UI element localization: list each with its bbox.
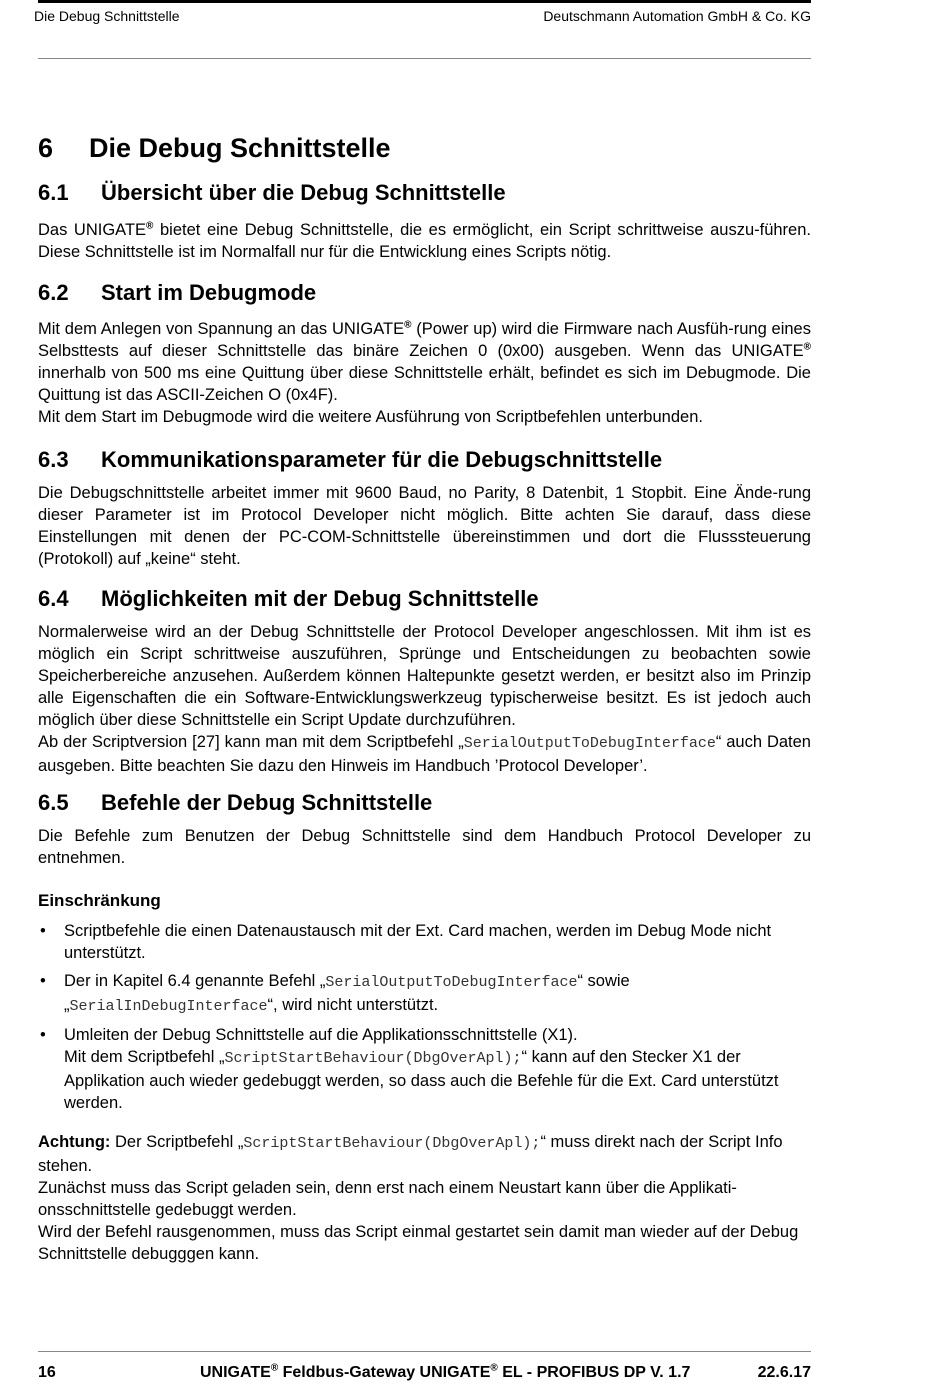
bullet-icon: • [40, 1026, 46, 1044]
chapter-heading [38, 133, 391, 164]
paragraph-6-3: Die Debugschnittstelle arbeitet immer mit 9600 Baud, no Parity, 8 Datenbit, 1 Stopbit. Eine Ände-rung dieser Parameter ist im Protocol Developer nicht möglich. Bitte achten Sie darauf, dass diese Einstellungen mit denen der PC-COM-Schnittstelle übereinstimmen und dort die Flusssteuerung (Protokoll) auf „keine“ steht. [38, 484, 811, 568]
section-number: 6.4 [38, 586, 69, 611]
footer-rule [38, 1351, 811, 1352]
paragraph-6-1: Das UNIGATE® bietet eine Debug Schnittstelle, die es ermöglicht, ein Script schrittweise auszu-führen. Diese Schnittstelle ist im Normalfall nur für die Entwicklung eines Scripts nötig. [38, 220, 811, 261]
footer-title: UNIGATE® Feldbus-Gateway UNIGATE® EL - PROFIBUS DP V. 1.7 [200, 1362, 691, 1381]
list-item: • Scriptbefehle die einen Datenaustausch mit der Ext. Card machen, werden im Debug Mode nicht unterstützt. [40, 922, 772, 962]
section-title: Übersicht über die Debug Schnittstelle [101, 180, 506, 205]
section-heading-6-5 [38, 790, 432, 816]
section-title: Start im Debugmode [101, 280, 317, 305]
section-title: Befehle der Debug Schnittstelle [101, 790, 433, 815]
paragraph-6-2-second: Mit dem Start im Debugmode wird die weitere Ausführung von Scriptbefehlen unterbunden. [38, 408, 703, 426]
section-heading-6-4 [38, 586, 539, 612]
list-item: • Der in Kapitel 6.4 genannte Befehl „SerialOutputToDebugInterface“ sowie „SerialInDebugInterface“, wird nicht unterstützt. [40, 972, 630, 1015]
header-left: Die Debug Schnittstelle [34, 8, 180, 24]
section-number: 6.1 [38, 180, 69, 205]
section-title: Möglichkeiten mit der Debug Schnittstelle [101, 586, 539, 611]
list-item: • Umleiten der Debug Schnittstelle auf die Applikationsschnittstelle (X1). Mit dem Scriptbefehl „ScriptStartBehaviour(DbgOverApl);“ kann auf den Stecker X1 der Applikation auch wieder gedebuggt werden, so dass auch die Befehle für die Ext. Card unterstützt werden. [40, 1026, 779, 1112]
section-heading-6-2 [38, 280, 316, 306]
attention-note: Achtung: Der Scriptbefehl „ScriptStartBehaviour(DbgOverApl);“ muss direkt nach der Script Info stehen. Zunächst muss das Script geladen sein, denn erst nach einem Neustart kann über die Applikati-onsschnittstelle gedebuggt werden. Wird der Befehl rausgenommen, muss das Script einmal gestartet sein damit man wieder auf der Debug Schnittstelle debugggen kann. [38, 1133, 799, 1263]
bullet-icon: • [40, 922, 46, 940]
paragraph-6-5: Die Befehle zum Benutzen der Debug Schnittstelle sind dem Handbuch Protocol Developer zu entnehmen. [38, 827, 811, 867]
section-number: 6.3 [38, 447, 69, 472]
restriction-list [38, 920, 811, 1120]
attention-label: Achtung: [38, 1133, 111, 1151]
chapter-number: 6 [38, 133, 54, 163]
header-top-rule [38, 0, 811, 3]
section-heading-6-3 [38, 447, 662, 473]
section-title: Kommunikationsparameter für die Debugschnittstelle [101, 447, 663, 472]
page-number: 16 [38, 1364, 56, 1381]
document-page [34, 0, 811, 1398]
code-serial-output: SerialOutputToDebugInterface [463, 735, 716, 752]
section-number: 6.2 [38, 280, 69, 305]
paragraph-6-2: Mit dem Anlegen von Spannung an das UNIGATE® (Power up) wird die Firmware nach Ausfüh-rung eines Selbsttests auf dieser Schnittstelle das binäre Zeichen 0 (0x00) ausgeben. Wenn das UNIGATE® innerhalb von 500 ms eine Quittung über diese Schnittstelle erhält, befindet es sich im Debugmode. Die Quittung ist das ASCII-Zeichen O (0x4F). Mit dem Start im Debugmode wird die weitere Ausführung von Scriptbefehlen unterbunden. [38, 319, 811, 426]
paragraph-6-4: Normalerweise wird an der Debug Schnittstelle der Protocol Developer angeschlossen. Mit ihm ist es möglich ein Script schrittweise auszuführen, Sprünge und Entscheidungen zu beobachten sowie Speicherbereiche anzusehen. Außerdem können Haltepunkte gesetzt werden, er besitzt also im Prinzip alle Eigenschaften die ein Software-Entwicklungswerkzeug typischerweise besitzt. Es ist jedoch auch möglich über diese Schnittstelle ein Script Update durchzuführen. Ab der Scriptversion [27] kann man mit dem Scriptbefehl „SerialOutputToDebugInterface“ auch Daten ausgeben. Bitte beachten Sie dazu den Hinweis im Handbuch ’Protocol Developer’. [38, 623, 811, 775]
section-number: 6.5 [38, 790, 69, 815]
header-rule [38, 58, 811, 59]
section-heading-6-1 [38, 180, 506, 206]
restriction-heading: Einschränkung [38, 891, 161, 910]
chapter-title: Die Debug Schnittstelle [89, 133, 391, 163]
header-right: Deutschmann Automation GmbH & Co. KG [543, 8, 811, 24]
bullet-icon: • [40, 972, 46, 990]
footer-date: 22.6.17 [757, 1364, 811, 1381]
